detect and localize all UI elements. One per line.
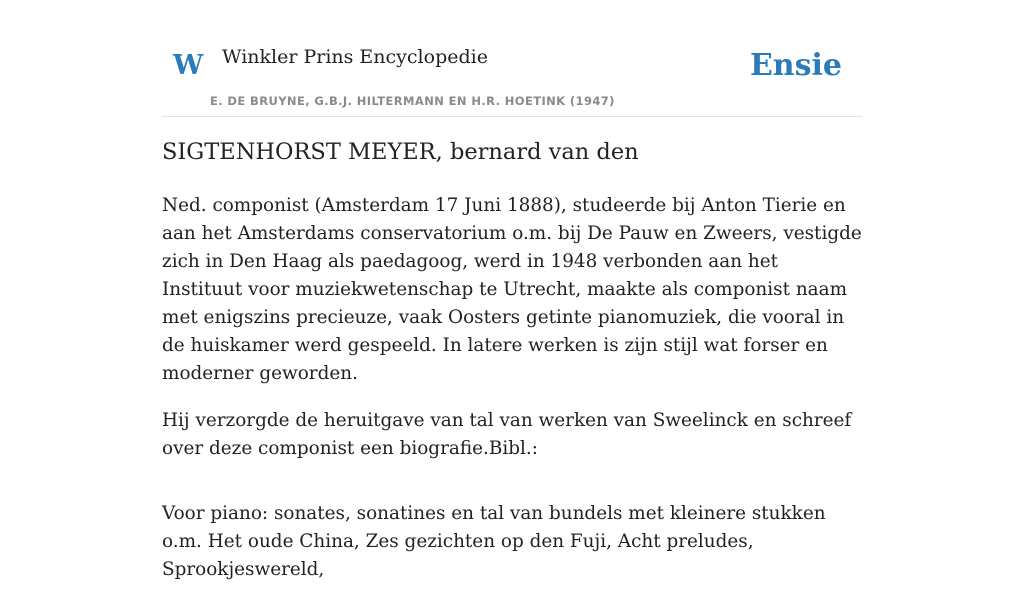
article-body — [162, 192, 862, 603]
book-title[interactable]: Winkler Prins Encyclopedie — [222, 46, 488, 68]
article-headword: SIGTENHORST MEYER, bernard van den — [162, 139, 639, 165]
article-paragraph: Ned. componist (Amsterdam 17 Juni 1888), studeerde bij Anton Tierie en aan het Amsterdams conservatorium o.m. bij De Pauw en Zweers, vestigde zich in Den Haag als paedagoog, werd in 1948 verbonden aan het Instituut voor muziekwetenschap te Utrecht, maakte als componist naam met enigszins precieuze, vaak Oosters getinte pianomuziek, die vooral in de huiskamer werd gespeeld. In latere werken is zijn stijl wat forser en moderner geworden. — [162, 195, 862, 384]
ensie-logo-link[interactable]: Ensie — [749, 48, 842, 83]
page — [162, 0, 862, 580]
book-logo[interactable]: W — [173, 50, 204, 81]
article-paragraph: Hij verzorgde de heruitgave van tal van werken van Sweelinck en schreef over deze componist een biografie.Bibl.: — [162, 410, 852, 459]
site-header — [162, 0, 862, 117]
article-paragraph: Voor piano: sonates, sonatines en tal van bundels met kleinere stukken o.m. Het oude China, Zes gezichten op den Fuji, Acht preludes, Sprookjeswereld, — [162, 503, 826, 580]
book-authors: E. DE BRUYNE, G.B.J. HILTERMANN EN H.R. HOETINK (1947) — [210, 94, 615, 108]
